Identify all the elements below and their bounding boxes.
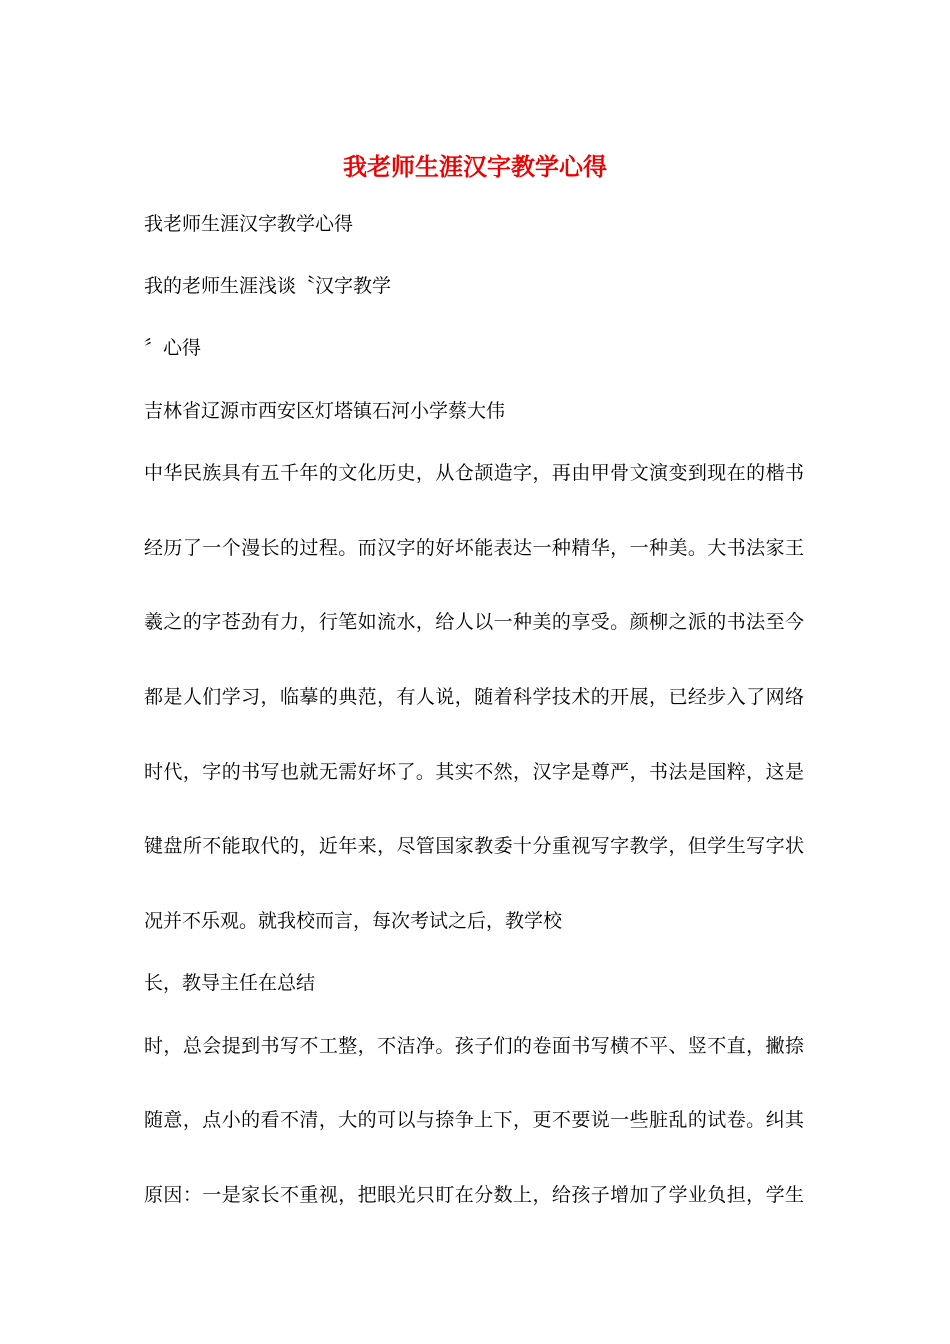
body-text-line: 键盘所不能取代的，近年来，尽管国家教委十分重视写字教学，但学生写字状: [144, 835, 804, 857]
body-text-line: 况并不乐观。就我校而言，每次考试之后，教学校: [144, 910, 563, 932]
body-text-line: 随意，点小的看不清，大的可以与捺争上下，更不要说一些脏乱的试卷。纠其: [144, 1109, 804, 1131]
heading-line-continued: 〞心得: [144, 337, 202, 359]
body-text-line: 经历了一个漫长的过程。而汉字的好坏能表达一种精华，一种美。大书法家王: [144, 537, 804, 559]
body-text-line: 都是人们学习，临摹的典范，有人说，随着科学技术的开展，已经步入了网络: [144, 686, 804, 708]
subtitle-line: 我老师生涯汉字教学心得: [144, 213, 354, 235]
author-line: 吉林省辽源市西安区灯塔镇石河小学蔡大伟: [144, 400, 506, 422]
body-text-line: 羲之的字苍劲有力，行笔如流水，给人以一种美的享受。颜柳之派的书法至今: [144, 611, 804, 633]
document-title: 我老师生涯汉字教学心得: [343, 152, 607, 181]
body-text-line: 原因：一是家长不重视，把眼光只盯在分数上，给孩子增加了学业负担，学生: [144, 1184, 804, 1206]
body-text-line: 时，总会提到书写不工整，不洁净。孩子们的卷面书写横不平、竖不直，撇捺: [144, 1035, 804, 1057]
heading-line: 我的老师生涯浅谈〝汉字教学: [144, 275, 392, 297]
body-text-line: 时代，字的书写也就无需好坏了。其实不然，汉字是尊严，书法是国粹，这是: [144, 761, 804, 783]
body-text-line: 长，教导主任在总结: [144, 972, 316, 994]
body-text-line: 中华民族具有五千年的文化历史，从仓颉造字，再由甲骨文演变到现在的楷书: [144, 462, 804, 484]
